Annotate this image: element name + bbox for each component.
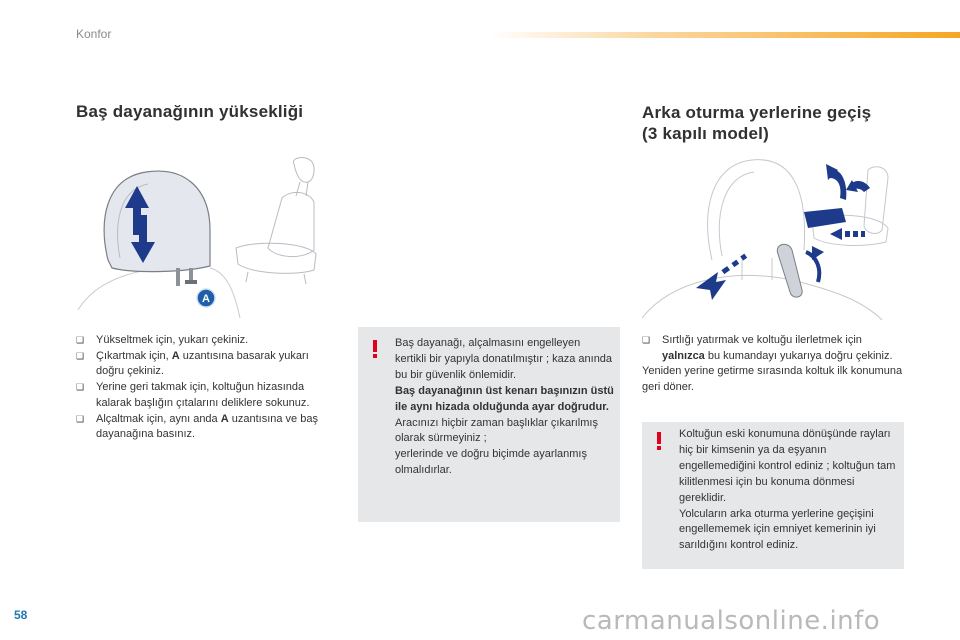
headrest-warning-text: Baş dayanağı, alçalmasını engelleyen kertikli bir yapıyla donatılmıştır ; kaza anında bu bir güvenlik önlemidir. Baş dayanağının üst kenarı başınızın üstü ile aynı hizada olduğunda ayar doğrudur. Aracınızı hiçbir zaman başlıklar çıkarılmış olarak sürmeyiniz ; yerlerinde ve doğru biçimde ayarlanmış olmalıdırlar. <box>395 337 614 477</box>
return-note: Yeniden yerine getirme sırasında koltuk ilk konumuna geri döner. <box>642 365 903 394</box>
watermark: carmanualsonline.info <box>582 606 881 636</box>
header-accent-bar <box>490 32 960 38</box>
slide-arrow-icon <box>830 228 865 240</box>
seat-icon <box>236 158 316 284</box>
instruction-raise: ❑ Yükseltmek için, yukarı çekiniz. <box>76 333 338 349</box>
headrest-height-title: Baş dayanağının yüksekliği <box>76 102 304 121</box>
seat-access-illustration <box>642 150 904 322</box>
rear-access-title: Arka oturma yerlerine geçiş (3 kapılı model) <box>642 103 872 143</box>
headrest-illustration <box>76 150 344 320</box>
recline-arrow-icon <box>804 164 870 228</box>
seat-warning-box <box>642 422 904 569</box>
exclamation-icon <box>654 432 664 450</box>
seat-lever-icon <box>777 244 824 297</box>
instruction-refit: ❑ Yerine geri takmak için, koltuğun hizasında kalarak başlığın çıtalarını deliklere sokunuz. <box>76 380 338 411</box>
instruction-recline-forward: ❑ Sırtlığı yatırmak ve koltuğu ilerletmek için yalnızca bu kumandayı yukarıya doğru çekiniz. <box>642 333 904 364</box>
instruction-remove: ❑ Çıkartmak için, A uzantısına basarak yukarı doğru çekiniz. <box>76 349 338 380</box>
rear-access-instructions <box>642 333 904 396</box>
instruction-lower: ❑ Alçaltmak için, aynı anda A uzantısına ve baş dayanağına basınız. <box>76 412 338 443</box>
headrest-warning-box <box>358 327 620 522</box>
seat-warning-text: Koltuğun eski konumuna dönüşünde rayları hiç bir kimsenin ya da eşyanın engellemediğini kontrol ediniz ; koltuğun tam kilitlenmesi için bu konuma dönmesi gereklidir. Yolcuların arka oturma yerlerine geçişini engellememek için emniyet kemerinin iyi sarıldığını kontrol ediniz. <box>679 428 896 552</box>
section-label: Konfor <box>76 27 112 41</box>
badge-a-label: A <box>202 293 210 305</box>
headrest-instructions <box>76 333 338 443</box>
page-number: 58 <box>14 608 28 622</box>
exclamation-icon <box>370 340 380 358</box>
